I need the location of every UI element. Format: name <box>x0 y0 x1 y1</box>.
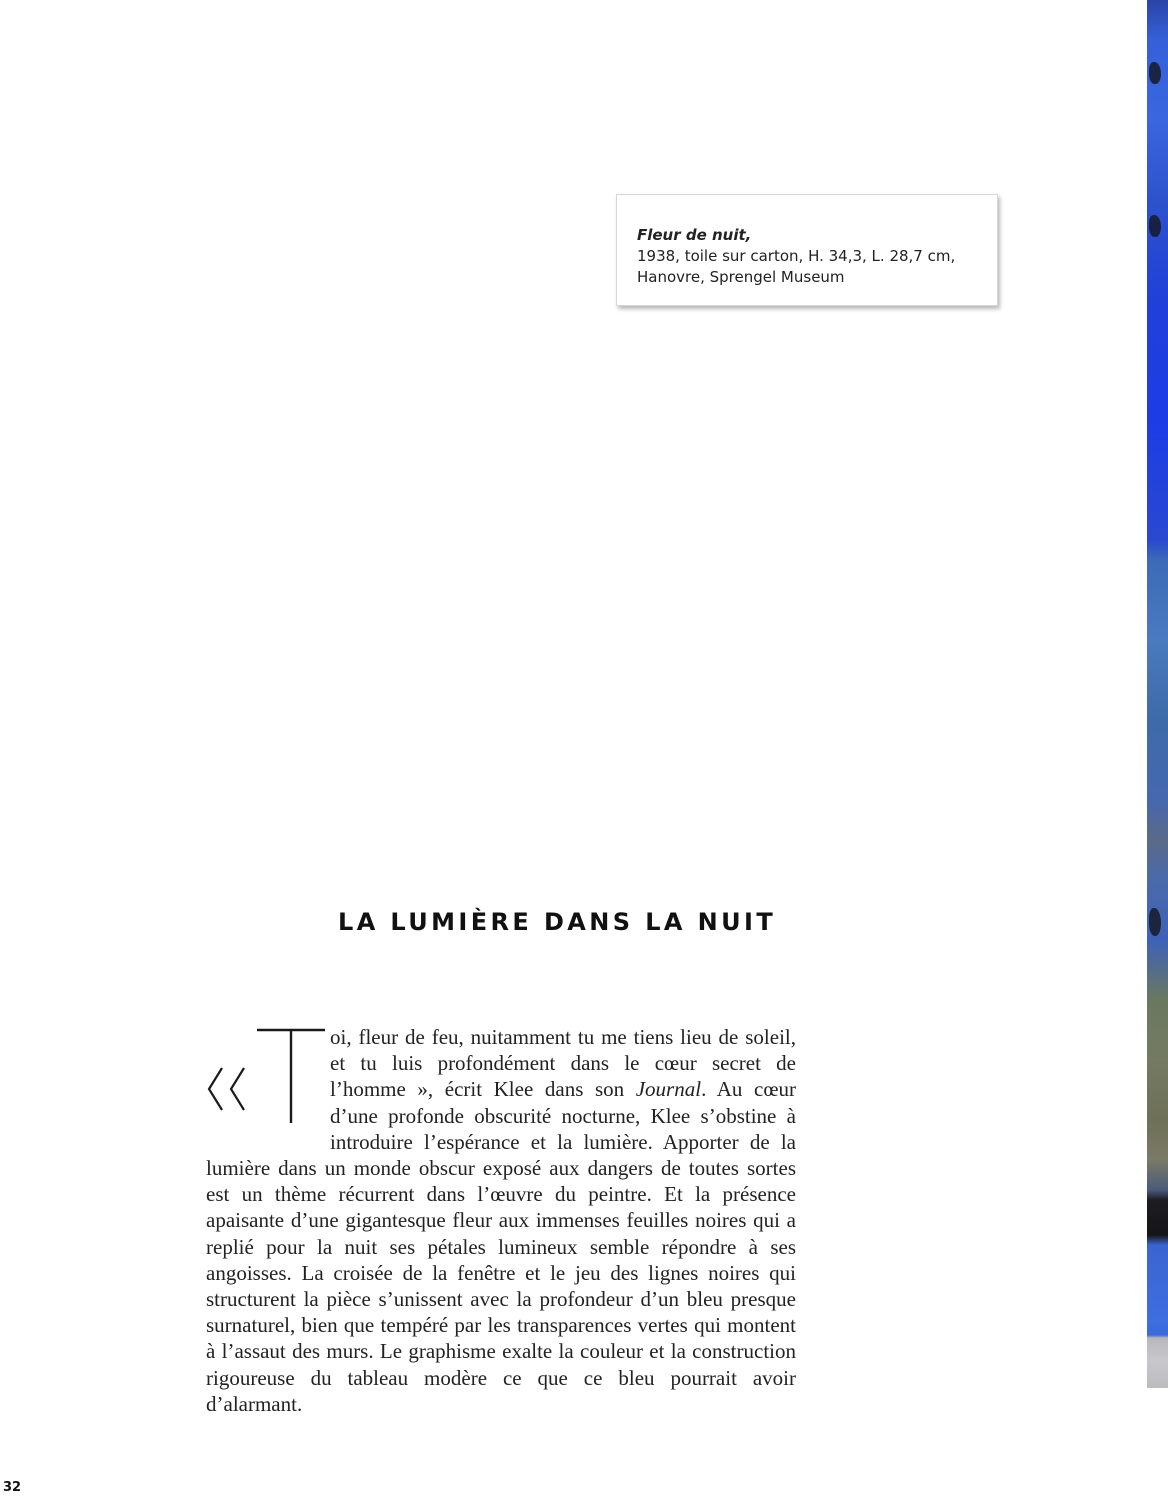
painting-edge-image <box>1147 0 1168 1388</box>
artwork-caption <box>616 194 998 306</box>
caption-details: 1938, toile sur carton, H. 34,3, L. 28,7 cm, <box>637 247 956 265</box>
body-text-part: oi, fleur de feu, nuitamment tu me tiens lieu de soleil, et tu luis profondément dans le cœur secret de l’homme », écrit Klee dans son <box>330 1025 796 1102</box>
journal-title: Journal <box>635 1077 702 1102</box>
page-number: 32 <box>3 1480 22 1495</box>
section-title: LA LUMIÈRE DANS LA NUIT <box>338 908 777 936</box>
painting-dark-mark <box>1149 62 1161 84</box>
caption-title: Fleur de nuit, <box>637 226 752 244</box>
opening-quote-mark <box>206 1066 250 1112</box>
caption-location: Hanovre, Sprengel Museum <box>637 268 845 286</box>
body-paragraph <box>206 1024 796 1417</box>
painting-dark-mark <box>1149 215 1161 237</box>
dropcap-block <box>206 1024 330 1134</box>
painting-dark-mark <box>1149 908 1161 936</box>
dropcap-letter <box>256 1028 326 1124</box>
body-text-part: . Au cœur d’une profonde obscurité nocturne, Klee s’obstine à introduire l’espérance et la lumière. Apporter de la lumière dans un monde obscur exposé aux dangers de toutes sortes est un thème récurrent dans l’œuvre du peintre. Et la présence apaisante d’une gigantesque fleur aux immenses feuilles noires qui a replié pour la nuit ses pétales lumineux semble répondre à ses angoisses. La croisée de la fenêtre et le jeu des lignes noires qui structurent la pièce s’unissent avec la profondeur d’un bleu presque surnaturel, bien que tempéré par les transparences vertes qui montent à l’assaut des murs. Le graphisme exalte la couleur et la construction rigoureuse du tableau modère ce que ce bleu pourrait avoir d’alarmant. <box>206 1077 796 1416</box>
